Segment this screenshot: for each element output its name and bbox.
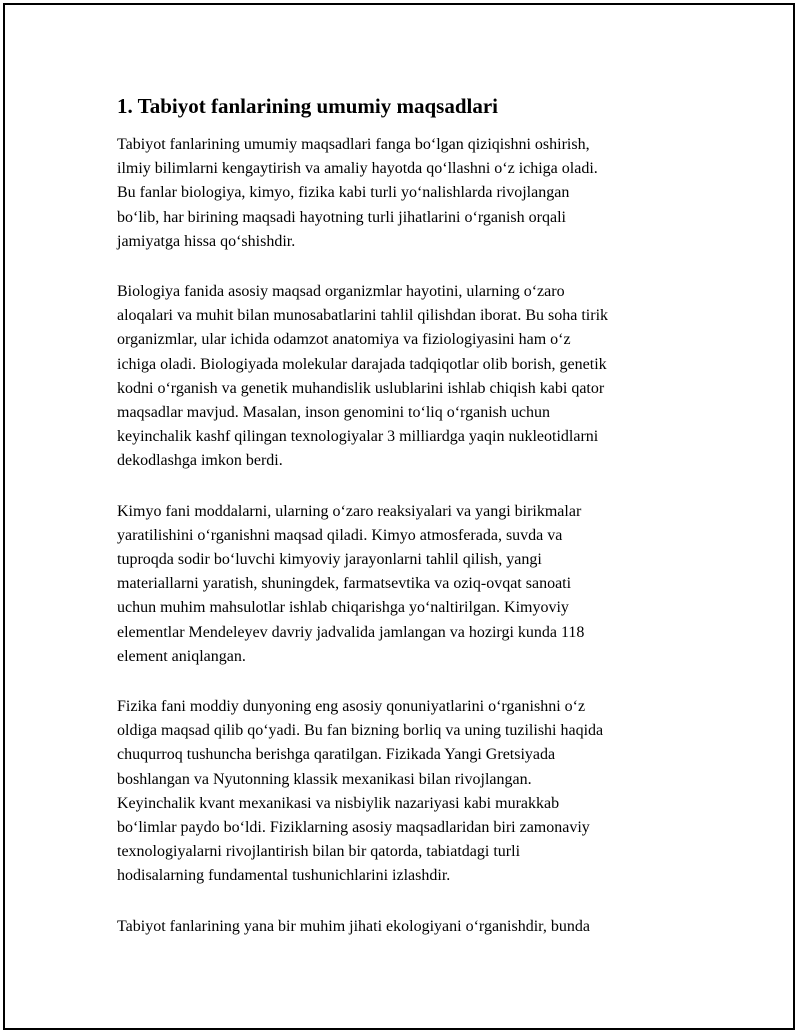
paragraph-intro <box>117 133 687 254</box>
paragraph-ecology <box>117 915 687 939</box>
text-line: hodisalarning fundamental tushunichlarini izlashdir. <box>117 867 451 885</box>
text-line: bo‘limlar paydo bo‘ldi. Fiziklarning asosiy maqsadlaridan biri zamonaviy <box>117 819 590 837</box>
text-line: ilmiy bilimlarni kengaytirish va amaliy hayotda qo‘llashni o‘z ichiga oladi. <box>117 160 598 178</box>
text-line: materiallarni yaratish, shuningdek, farmatsevtika va oziq-ovqat sanoati <box>117 575 572 593</box>
text-line: Keyinchalik kvant mexanikasi va nisbiylik nazariyasi kabi murakkab <box>117 794 560 812</box>
text-line: aloqalari va muhit bilan munosabatlarini tahlil qilishdan iborat. Bu soha tirik <box>117 307 609 325</box>
text-line: Tabiyot fanlarining umumiy maqsadlari fanga bo‘lgan qiziqishni oshirish, <box>117 136 590 153</box>
text-line: jamiyatga hissa qo‘shishdir. <box>117 232 296 250</box>
text-line: elementlar Mendeleyev davriy jadvalida jamlangan va hozirgi kunda 118 <box>117 623 585 641</box>
text-line: dekodlashga imkon berdi. <box>117 452 283 470</box>
text-line: organizmlar, ular ichida odamzot anatomiya va fiziologiyasini ham o‘z <box>117 331 571 349</box>
text-line: bo‘lib, har birining maqsadi hayotning turli jihatlarini o‘rganish orqali <box>117 208 566 226</box>
paragraph-biology <box>117 280 687 474</box>
text-line: boshlangan va Nyutonning klassik mexanikasi bilan rivojlangan. <box>117 770 532 788</box>
text-line: Tabiyot fanlarining yana bir muhim jihati ekologiyani o‘rganishdir, bunda <box>117 917 590 935</box>
text-line: oldiga maqsad qilib qo‘yadi. Bu fan bizning borliq va uning tuzilishi haqida <box>117 722 604 740</box>
text-line: chuqurroq tushuncha berishga qaratilgan. Fizikada Yangi Gretsiyada <box>117 746 556 764</box>
text-line: element aniqlangan. <box>117 647 246 665</box>
text-line: Biologiya fanida asosiy maqsad organizmlar hayotini, ularning o‘zaro <box>117 283 565 301</box>
text-line: Kimyo fani moddalarni, ularning o‘zaro reaksiyalari va yangi birikmalar <box>117 502 582 520</box>
text-line: maqsadlar mavjud. Masalan, inson genomini to‘liq o‘rganish uchun <box>117 404 550 422</box>
document-body <box>117 93 687 965</box>
text-line: yaratilishini o‘rganishni maqsad qiladi. Kimyo atmosferada, suvda va <box>117 526 563 544</box>
section-heading: 1. Tabiyot fanlarining umumiy maqsadlari <box>117 94 499 118</box>
text-line: texnologiyalarni rivojlantirish bilan bir qatorda, tabiatdagi turli <box>117 843 521 861</box>
text-line: kodni o‘rganish va genetik muhandislik uslublarini ishlab chiqish kabi qator <box>117 379 605 397</box>
text-line: uchun muhim mahsulotlar ishlab chiqarishga yo‘naltirilgan. Kimyoviy <box>117 599 569 617</box>
text-line: keyinchalik kashf qilingan texnologiyalar 3 milliardga yaqin nukleotidlarni <box>117 428 599 446</box>
paragraph-chemistry <box>117 500 687 669</box>
text-line: Fizika fani moddiy dunyoning eng asosiy qonuniyatlarini o‘rganishni o‘z <box>117 698 586 716</box>
paragraph-physics <box>117 695 687 889</box>
text-line: Bu fanlar biologiya, kimyo, fizika kabi turli yo‘nalishlarda rivojlangan <box>117 184 570 202</box>
text-line: tuproqda sodir bo‘luvchi kimyoviy jarayonlarni tahlil qilish, yangi <box>117 551 542 569</box>
text-line: ichiga oladi. Biologiyada molekular darajada tadqiqotlar olib borish, genetik <box>117 355 607 373</box>
